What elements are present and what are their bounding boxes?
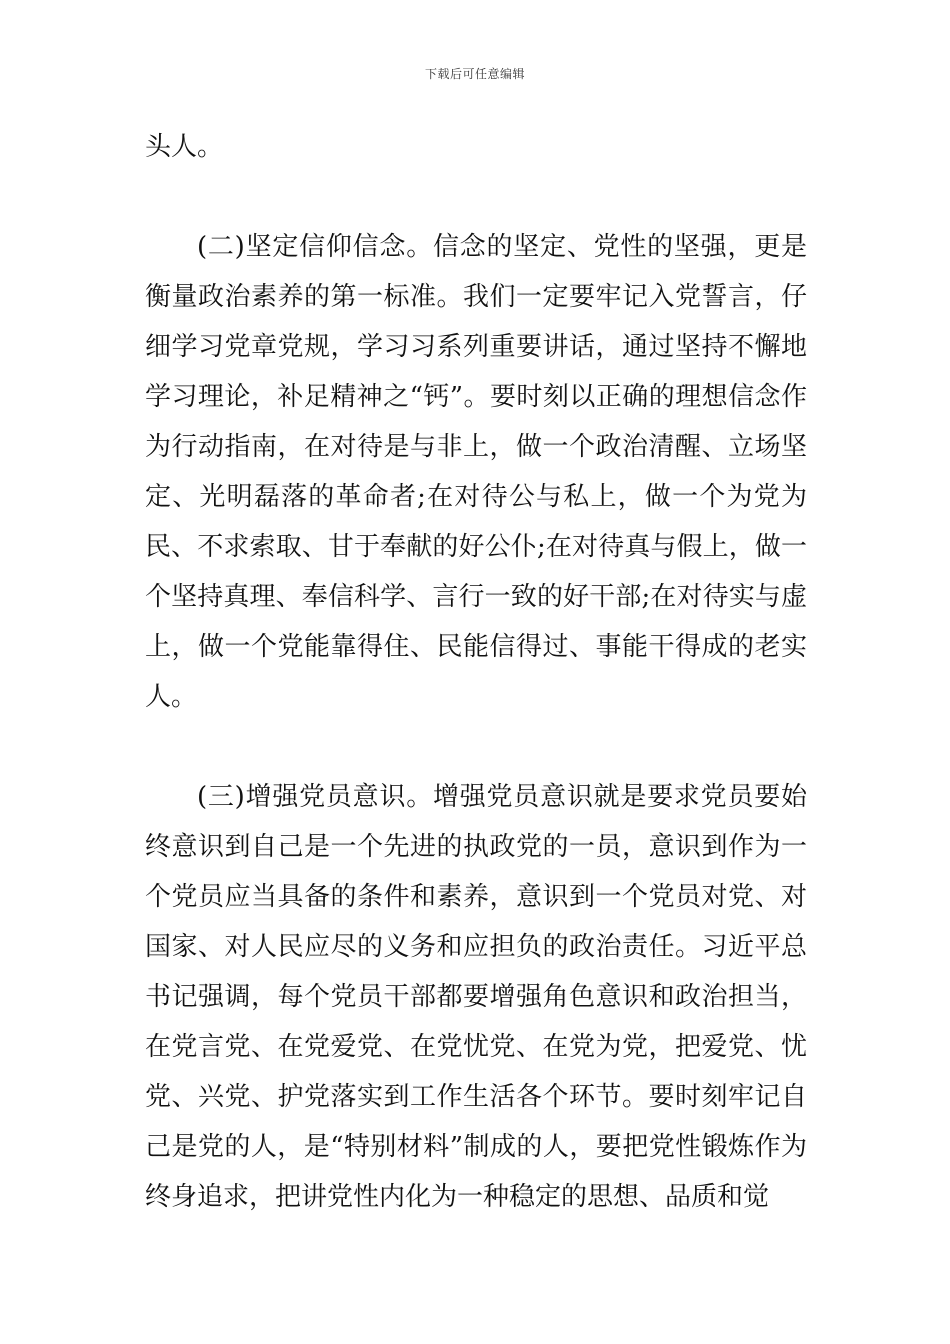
paragraph-gap [145, 722, 807, 772]
paragraph-continuation: 头人。 [145, 132, 224, 162]
paragraph-section-three: (三)增强党员意识。增强党员意识就是要求党员要始终意识到自己是一个先进的执政党的一员，意识到作为一个党员应当具备的条件和素养，意识到一个党员对党、对国家、对人民应尽的义务和应担负的政治责任。习近平总书记强调，每个党员干部都要增强角色意识和政治担当，在党言党、在党爱党、在党忧党、在党为党，把爱党、忧党、兴党、护党落实到工作生活各个环节。要时刻牢记自己是党的人，是“特别材料”制成的人，要把党性锻炼作为终身追求，把讲党性内化为一种稳定的思想、品质和觉 [145, 782, 807, 1212]
paragraph-section-two: (二)坚定信仰信念。信念的坚定、党性的坚强，更是衡量政治素养的第一标准。我们一定要牢记入党誓言，仔细学习党章党规，学习习系列重要讲话，通过坚持不懈地学习理论，补足精神之“钙”。要时刻以正确的理想信念作为行动指南，在对待是与非上，做一个政治清醒、立场坚定、光明磊落的革命者;在对待公与私上，做一个为党为民、不求索取、甘于奉献的好公仆;在对待真与假上，做一个坚持真理、奉信科学、言行一致的好干部;在对待实与虚上，做一个党能靠得住、民能信得过、事能干得成的老实人。 [145, 232, 807, 712]
page-header: 下载后可任意编辑 [424, 67, 525, 81]
document-body [145, 122, 807, 1222]
paragraph-gap [145, 172, 807, 222]
